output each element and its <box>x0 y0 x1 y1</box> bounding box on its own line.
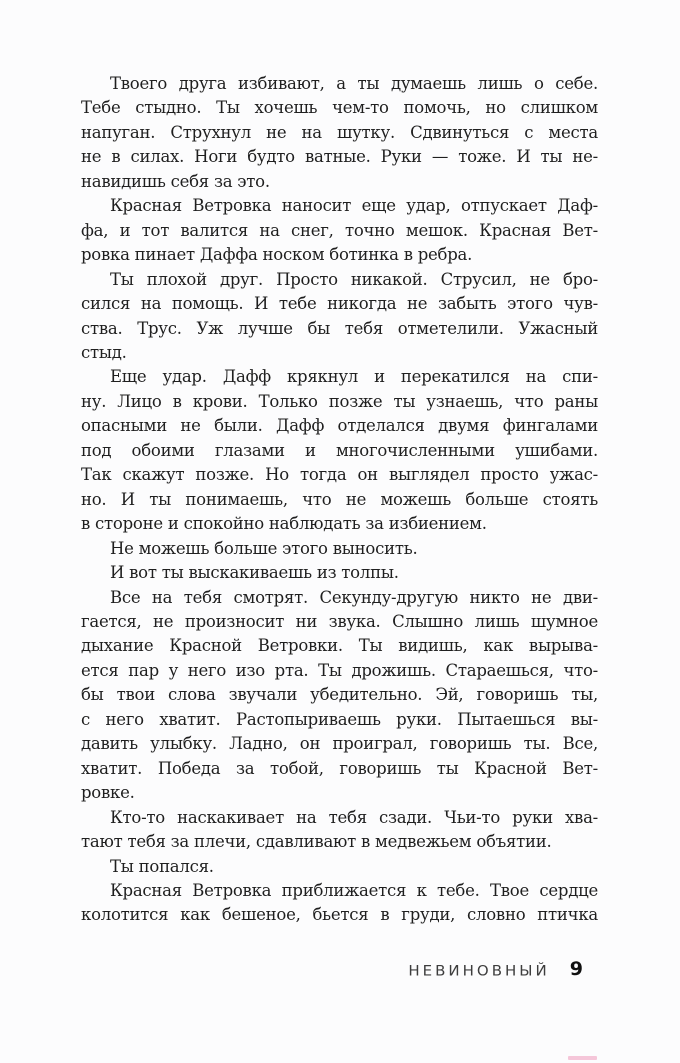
text-line: И вот ты выскакиваешь из толпы. <box>110 563 399 583</box>
footer-page-number: 9 <box>569 958 583 980</box>
page-footer <box>81 958 583 980</box>
text-line: давить улыбку. Ладно, он проиграл, говоришь ты. Все, <box>81 734 598 754</box>
body-text <box>81 72 598 928</box>
text-line: Еще удар. Дафф крякнул и перекатился на спи- <box>110 367 598 387</box>
footer-book-title: НЕВИНОВНЫЙ <box>408 962 550 979</box>
text-line: сился на помощь. И тебе никогда не забыть этого чув- <box>81 294 598 314</box>
text-line: ется пар у него изо рта. Ты дрожишь. Стараешься, что- <box>81 660 598 680</box>
text-line: Ты попался. <box>110 856 214 876</box>
text-line: в стороне и спокойно наблюдать за избиением. <box>81 514 487 534</box>
text-line: Тебе стыдно. Ты хочешь чем-то помочь, но слишком <box>81 98 598 118</box>
text-line: дыхание Красной Ветровки. Ты видишь, как вырыва- <box>81 636 598 656</box>
text-line: бы твои слова звучали убедительно. Эй, говоришь ты, <box>81 685 598 705</box>
paragraph <box>81 879 598 928</box>
text-line: ну. Лицо в крови. Только позже ты узнаешь, что раны <box>81 391 598 411</box>
text-line: Все на тебя смотрят. Секунду-другую никто не дви- <box>110 587 598 607</box>
paragraph <box>81 268 598 366</box>
text-line: Ты плохой друг. Просто никакой. Струсил, не бро- <box>110 269 598 289</box>
paragraph <box>81 806 598 855</box>
paragraph <box>81 561 598 585</box>
text-line: Так скажут позже. Но тогда он выглядел просто ужас- <box>81 465 598 485</box>
paragraph <box>81 72 598 194</box>
text-line: Красная Ветровка наносит еще удар, отпускает Даф- <box>110 196 598 216</box>
text-line: фа, и тот валится на снег, точно мешок. Красная Вет- <box>81 220 598 240</box>
text-line: навидишь себя за это. <box>81 171 270 191</box>
text-line: Твоего друга избивают, а ты думаешь лишь о себе. <box>110 74 598 93</box>
text-line: Не можешь больше этого выносить. <box>110 538 418 558</box>
paragraph <box>81 855 598 879</box>
text-line: Кто-то наскакивает на тебя сзади. Чьи-то руки хва- <box>110 807 598 827</box>
text-line: ровке. <box>81 783 135 803</box>
paragraph <box>81 365 598 536</box>
text-line: не в силах. Ноги будто ватные. Руки — тоже. И ты не- <box>81 147 598 167</box>
text-line: тают тебя за плечи, сдавливают в медвежьем объятии. <box>81 832 552 852</box>
text-line: ровка пинает Даффа носком ботинка в ребра. <box>81 245 473 265</box>
text-line: колотится как бешеное, бьется в груди, словно птичка <box>81 905 598 925</box>
pink-highlight-mark <box>568 1056 597 1060</box>
text-line: напуган. Струхнул не на шутку. Сдвинуться с места <box>81 122 598 142</box>
text-line: гается, не произносит ни звука. Слышно лишь шумное <box>81 611 598 631</box>
paragraph <box>81 586 598 806</box>
paragraph <box>81 537 598 561</box>
text-line: опасными не были. Дафф отделался двумя фингалами <box>81 416 598 436</box>
text-line: с него хватит. Растопыриваешь руки. Пытаешься вы- <box>81 709 598 729</box>
text-line: хватит. Победа за тобой, говоришь ты Красной Вет- <box>81 758 598 778</box>
text-line: ства. Трус. Уж лучше бы тебя отметелили. Ужасный <box>81 318 598 338</box>
text-line: стыд. <box>81 342 127 362</box>
text-line: Красная Ветровка приближается к тебе. Твое сердце <box>110 880 598 900</box>
paragraph <box>81 194 598 267</box>
text-line: но. И ты понимаешь, что не можешь больше стоять <box>81 489 598 509</box>
text-line: под обоими глазами и многочисленными ушибами. <box>81 440 598 460</box>
